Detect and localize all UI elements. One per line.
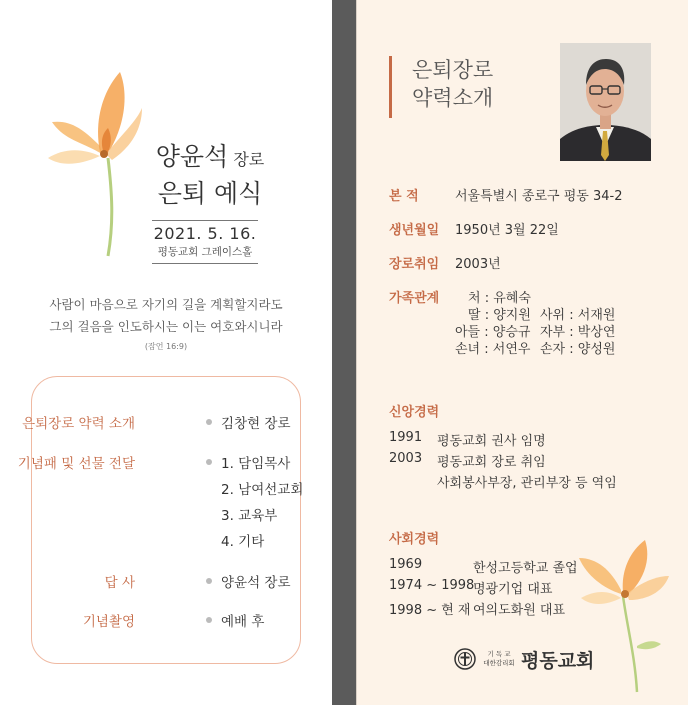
portrait-photo	[560, 43, 651, 161]
church-name: 평동교회	[521, 650, 595, 672]
program-value-plaque-2: 2. 남여선교회	[221, 482, 304, 498]
faith-year-1: 1991	[389, 430, 423, 445]
origin-value: 서울특별시 종로구 평동 34-2	[455, 189, 623, 204]
program-label-photo: 기념촬영	[82, 614, 135, 630]
faith-desc-3: 사회봉사부장, 관리부장 등 역임	[437, 476, 617, 491]
elder-value: 2003년	[455, 257, 501, 272]
program-label-plaque: 기념패 및 선물 전달	[17, 456, 135, 472]
family-daughter: 딸 : 양지원	[468, 308, 531, 323]
page-divider	[332, 0, 356, 705]
social-desc-2: 명광기업 대표	[473, 582, 553, 597]
social-career-label: 사회경력	[389, 532, 440, 547]
faith-year-2: 2003	[389, 451, 423, 466]
family-granddaughter: 손녀 : 서연우	[455, 342, 531, 357]
ceremony-title	[150, 140, 270, 211]
denomination-line-2: 대한감리회	[483, 659, 515, 667]
program-label-response: 답 사	[104, 575, 135, 591]
program-box	[17, 376, 304, 664]
program-value-plaque-3: 3. 교육부	[221, 508, 278, 524]
church-emblem-icon	[454, 648, 476, 670]
invitation-left-page	[0, 0, 332, 705]
program-value-plaque-4: 4. 기타	[221, 534, 265, 550]
event-date: 2021. 5. 16.	[153, 224, 257, 243]
social-desc-1: 한성고등학교 졸업	[473, 561, 578, 576]
bible-verse	[20, 294, 312, 338]
bullet-dot	[206, 578, 212, 584]
verse-line-1: 사람이 마음으로 자기의 길을 계획할지라도	[49, 297, 283, 312]
bullet-dot	[206, 459, 212, 465]
title-accent-bar	[389, 56, 392, 118]
bullet-dot	[206, 617, 212, 623]
social-desc-3: 여의도화원 대표	[473, 603, 566, 618]
church-denomination	[479, 650, 519, 668]
family-son-in-law: 사위 : 서재원	[540, 308, 616, 323]
birth-value: 1950년 3월 22일	[455, 223, 559, 238]
origin-label: 본 적	[389, 189, 419, 204]
social-year-3: 1998 ~ 현 재	[389, 603, 471, 618]
event-name: 은퇴 예식	[157, 179, 263, 208]
bio-title	[412, 56, 493, 112]
retiree-role: 장로	[233, 150, 265, 169]
faith-career-label: 신앙경력	[389, 405, 440, 420]
verse-reference: (잠언 16:9)	[144, 342, 188, 351]
family-wife: 처 : 유혜숙	[468, 291, 531, 306]
social-year-2: 1974 ~ 1998	[389, 578, 475, 593]
event-venue: 평동교회 그레이스홀	[157, 246, 253, 258]
family-son: 아들 : 양승규	[455, 325, 531, 340]
faith-desc-2: 평동교회 장로 취임	[437, 455, 546, 470]
bullet-dot	[206, 419, 212, 425]
denomination-line-1: 기 독 교	[487, 650, 511, 658]
family-daughter-in-law: 자부 : 박상연	[540, 325, 616, 340]
faith-desc-1: 평동교회 권사 임명	[437, 434, 546, 449]
elder-label: 장로취임	[389, 257, 440, 272]
verse-line-2: 그의 걸음을 인도하시는 이는 여호와시니라	[49, 319, 283, 334]
program-value-photo: 예배 후	[221, 614, 265, 630]
retiree-name: 양윤석	[155, 142, 229, 171]
program-value-response: 양윤석 장로	[221, 575, 291, 591]
watercolor-flower-illustration	[42, 62, 142, 258]
invitation-right-page	[356, 0, 688, 705]
program-value-intro: 김창현 장로	[221, 416, 291, 432]
date-venue-box	[152, 220, 258, 264]
bio-title-line-1: 은퇴장로	[412, 58, 494, 82]
program-label-intro: 은퇴장로 약력 소개	[22, 416, 135, 432]
social-year-1: 1969	[389, 557, 423, 572]
bio-title-line-2: 약력소개	[412, 86, 494, 110]
family-label: 가족관계	[389, 291, 440, 306]
watercolor-flower-illustration	[575, 536, 671, 694]
birth-label: 생년월일	[389, 223, 440, 238]
family-grandson: 손자 : 양성원	[540, 342, 616, 357]
program-value-plaque-1: 1. 담임목사	[221, 456, 291, 472]
